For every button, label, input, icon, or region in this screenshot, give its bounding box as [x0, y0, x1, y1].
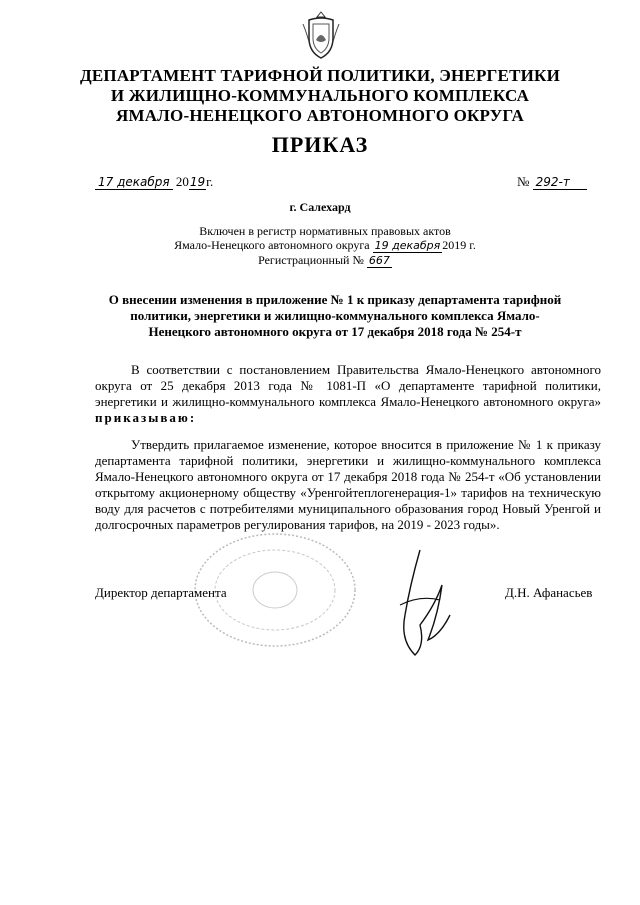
header-line-2: И ЖИЛИЩНО-КОММУНАЛЬНОГО КОМПЛЕКСА [110, 86, 530, 105]
registry-number-label: Регистрационный № [258, 253, 364, 267]
date-year-suffix: 19 [189, 175, 206, 189]
order-number [517, 174, 587, 190]
paragraph-order: Утвердить прилагаемое изменение, которое вносится в приложение № 1 к приказу департамента тарифной политики, энергетики и жилищно-коммунального комплекса Ямало-Ненецкого автономного округа от 17 декабря 2018 года № 254-т «Об установлении открытому акционерному обществу «Уренгойтеплогенерация-1» тарифов на техническую воду для расчетов с потребителями муниципального образования город Новый Уренгой и долгосрочных параметров регулирования тарифов, на 2019 - 2023 годы». [95, 437, 601, 532]
coat-of-arms-emblem [301, 10, 341, 60]
date-year-prefix: 20 [175, 174, 189, 189]
number-label: № [517, 174, 530, 189]
department-header [40, 66, 600, 126]
date-suffix: г. [206, 174, 214, 189]
header-line-1: ДЕПАРТАМЕНТ ТАРИФНОЙ ПОЛИТИКИ, ЭНЕРГЕТИКИ [79, 66, 561, 85]
city: г. Салехард [289, 200, 351, 214]
registry-region: Ямало-Ненецкого автономного округа [174, 238, 370, 252]
directive-word: приказываю: [95, 410, 197, 425]
number-value: 292-т [533, 176, 587, 190]
document-title: ПРИКАЗ [271, 132, 369, 157]
registry-year: 2019 г. [442, 238, 476, 252]
registry-date: 19 декабря [374, 239, 441, 252]
signatory-position: Директор департамента [95, 585, 227, 600]
signatory-name: Д.Н. Афанасьев [505, 585, 593, 600]
document-subject: О внесении изменения в приложение № 1 к приказу департамента тарифной политики, энергетики и жилищно-коммунального комплекса Ямало-Ненецкого автономного округа от 17 декабря 2018 года № 254-т [108, 292, 562, 339]
registry-line-2 [140, 238, 510, 253]
registry-number: 667 [368, 254, 390, 267]
paragraph-basis [95, 362, 601, 426]
date-day-month: 17 декабря [95, 176, 173, 190]
order-date [95, 174, 213, 190]
registry-stamp [140, 224, 510, 268]
header-line-3: ЯМАЛО-НЕНЕЦКОГО АВТОНОМНОГО ОКРУГА [115, 106, 525, 125]
registry-line-1: Включен в регистр нормативных правовых актов [199, 224, 451, 238]
paragraph-basis-text: В соответствии с постановлением Правительства Ямало-Ненецкого автономного округа от 25 декабря 2013 года № 1081-П «О департаменте тарифной политики, энергетики и жилищно-коммунального комплекса Ямало-Ненецкого автономного округа» [95, 362, 601, 409]
registry-line-3 [140, 253, 510, 268]
handwritten-signature [380, 545, 460, 665]
